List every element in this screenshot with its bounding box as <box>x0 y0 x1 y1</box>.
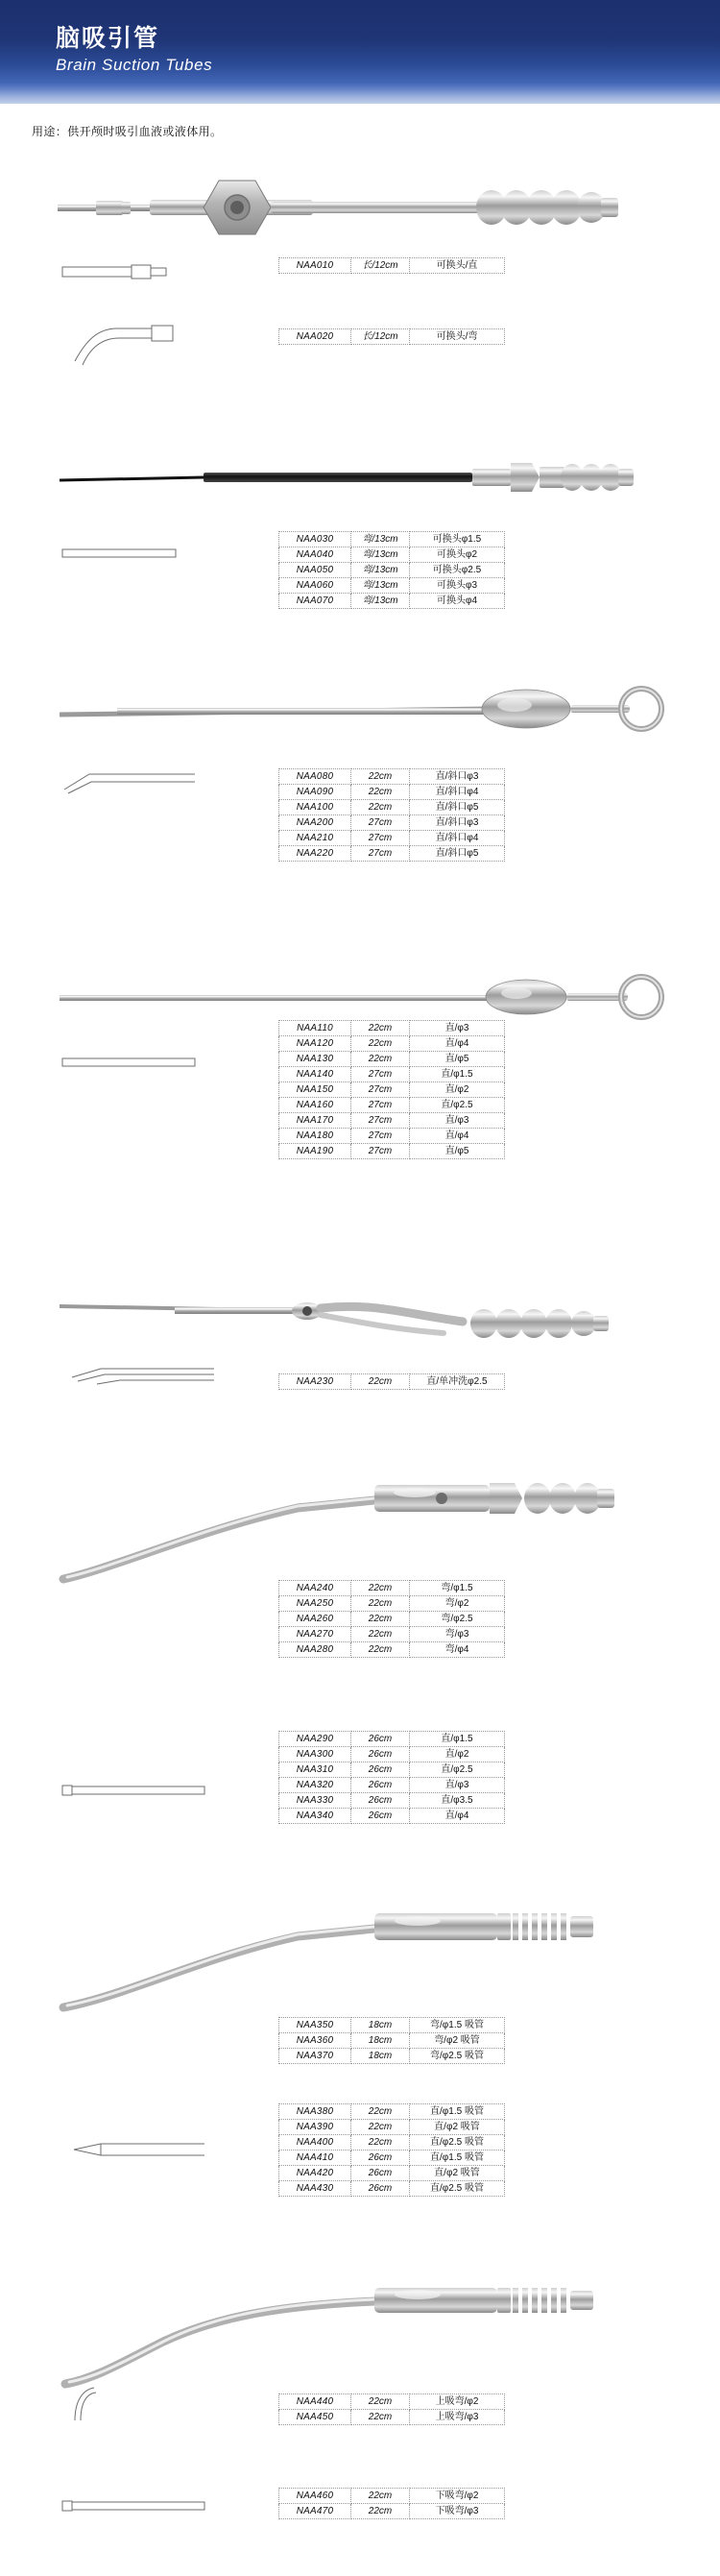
product-length: 22cm <box>351 785 410 800</box>
spec-table-group-11 <box>278 2488 505 2519</box>
product-length: 26cm <box>351 2151 410 2166</box>
spec-rows <box>279 1581 505 1658</box>
table-row <box>279 785 505 800</box>
product-length: 18cm <box>351 2049 410 2064</box>
spec-table <box>278 531 505 609</box>
product-desc: 直/斜口φ3 <box>410 769 505 785</box>
product-code: NAA200 <box>279 815 351 831</box>
illustration-straight-tip-11 <box>62 2497 206 2515</box>
product-code: NAA180 <box>279 1129 351 1144</box>
table-row <box>279 815 505 831</box>
product-length: 22cm <box>351 1642 410 1658</box>
table-row <box>279 769 505 785</box>
spec-table-group-1 <box>278 257 505 274</box>
product-desc: 弯/φ1.5 <box>410 1581 505 1596</box>
table-row <box>279 2166 505 2181</box>
product-desc: 弯/φ4 <box>410 1642 505 1658</box>
table-row <box>279 1778 505 1793</box>
spec-rows <box>279 1021 505 1159</box>
table-row <box>279 1762 505 1778</box>
product-desc: 弯/φ2 吸管 <box>410 2033 505 2049</box>
spec-table <box>278 257 505 274</box>
product-code: NAA240 <box>279 1581 351 1596</box>
spec-rows <box>279 2489 505 2519</box>
table-row <box>279 1036 505 1052</box>
table-row <box>279 258 505 274</box>
spec-table-group-9 <box>278 2103 505 2197</box>
product-desc: 可换头φ4 <box>410 594 505 609</box>
product-code: NAA210 <box>279 831 351 846</box>
product-code: NAA310 <box>279 1762 351 1778</box>
illustration-hook-tip-10 <box>69 2384 127 2422</box>
product-code: NAA170 <box>279 1113 351 1129</box>
table-row <box>279 1793 505 1809</box>
spec-rows <box>279 769 505 862</box>
table-row <box>279 2104 505 2120</box>
product-desc: 直/斜口φ4 <box>410 831 505 846</box>
table-row <box>279 1129 505 1144</box>
spec-table <box>278 1731 505 1824</box>
spec-table-group-10 <box>278 2394 505 2425</box>
product-code: NAA410 <box>279 2151 351 2166</box>
product-code: NAA150 <box>279 1082 351 1098</box>
product-length: 27cm <box>351 1082 410 1098</box>
product-code: NAA320 <box>279 1778 351 1793</box>
product-length: 26cm <box>351 1809 410 1824</box>
table-row <box>279 1021 505 1036</box>
spec-table <box>278 2394 505 2425</box>
product-desc: 上吸弯/φ2 <box>410 2394 505 2410</box>
product-length: 26cm <box>351 2181 410 2197</box>
table-row <box>279 1642 505 1658</box>
product-code: NAA070 <box>279 594 351 609</box>
product-length: 27cm <box>351 846 410 862</box>
product-length: 26cm <box>351 1793 410 1809</box>
product-desc: 直/φ2.5 吸管 <box>410 2135 505 2151</box>
product-length: 27cm <box>351 1129 410 1144</box>
product-length: 22cm <box>351 1374 410 1390</box>
product-desc: 可换头φ1.5 <box>410 532 505 547</box>
illustration-double-tip-5 <box>62 1364 216 1387</box>
table-row <box>279 1144 505 1159</box>
product-code: NAA190 <box>279 1144 351 1159</box>
spec-rows <box>279 2104 505 2197</box>
spec-rows <box>279 258 505 274</box>
table-row <box>279 800 505 815</box>
product-length: 22cm <box>351 1596 410 1612</box>
product-code: NAA030 <box>279 532 351 547</box>
product-desc: 直/φ1.5 <box>410 1732 505 1747</box>
spec-rows <box>279 1732 505 1824</box>
table-row <box>279 1612 505 1627</box>
product-code: NAA450 <box>279 2410 351 2425</box>
product-length: 22cm <box>351 800 410 815</box>
spec-table-group-5 <box>278 1373 505 1390</box>
table-row <box>279 2120 505 2135</box>
spec-table <box>278 2103 505 2197</box>
usage-note: 用途：供开颅时吸引血液或液体用。 <box>32 125 223 138</box>
product-desc: 直/斜口φ3 <box>410 815 505 831</box>
table-row <box>279 1082 505 1098</box>
product-length: 22cm <box>351 2504 410 2519</box>
product-desc: 直/φ2.5 <box>410 1762 505 1778</box>
product-code: NAA090 <box>279 785 351 800</box>
product-desc: 可换头φ2 <box>410 547 505 563</box>
table-row <box>279 578 505 594</box>
spec-table <box>278 1020 505 1159</box>
table-row <box>279 2135 505 2151</box>
product-desc: 直/φ1.5 吸管 <box>410 2104 505 2120</box>
product-code: NAA420 <box>279 2166 351 2181</box>
product-length: 22cm <box>351 1581 410 1596</box>
product-desc: 可换头/直 <box>410 258 505 274</box>
product-code: NAA440 <box>279 2394 351 2410</box>
product-code: NAA020 <box>279 329 351 345</box>
table-row <box>279 2018 505 2033</box>
illustration-assembly-6 <box>58 1479 672 1585</box>
product-code: NAA350 <box>279 2018 351 2033</box>
table-row <box>279 1374 505 1390</box>
product-code: NAA120 <box>279 1036 351 1052</box>
product-code: NAA270 <box>279 1627 351 1642</box>
product-desc: 直/斜口φ5 <box>410 800 505 815</box>
illustration-straight-tip-4 <box>62 1055 197 1070</box>
product-code: NAA060 <box>279 578 351 594</box>
table-row <box>279 594 505 609</box>
product-desc: 可换头φ2.5 <box>410 563 505 578</box>
product-length: 27cm <box>351 815 410 831</box>
product-length: 27cm <box>351 1067 410 1082</box>
product-length: 弯/13cm <box>351 594 410 609</box>
spec-table-group-8 <box>278 2017 505 2064</box>
product-desc: 直/φ2 <box>410 1082 505 1098</box>
product-desc: 弯/φ3 <box>410 1627 505 1642</box>
spec-rows <box>279 2018 505 2064</box>
product-length: 27cm <box>351 831 410 846</box>
product-length: 22cm <box>351 1021 410 1036</box>
product-length: 22cm <box>351 2489 410 2504</box>
product-length: 18cm <box>351 2018 410 2033</box>
product-desc: 直/φ4 <box>410 1036 505 1052</box>
product-length: 弯/13cm <box>351 563 410 578</box>
product-code: NAA100 <box>279 800 351 815</box>
table-row <box>279 2394 505 2410</box>
product-desc: 弯/φ2.5 <box>410 1612 505 1627</box>
table-row <box>279 329 505 345</box>
spec-table <box>278 2488 505 2519</box>
table-row <box>279 831 505 846</box>
illustration-assembly-4 <box>60 970 674 1028</box>
product-code: NAA300 <box>279 1747 351 1762</box>
spec-rows <box>279 1374 505 1390</box>
product-desc: 直/斜口φ5 <box>410 846 505 862</box>
product-code: NAA080 <box>279 769 351 785</box>
product-length: 22cm <box>351 1612 410 1627</box>
product-code: NAA400 <box>279 2135 351 2151</box>
table-row <box>279 2033 505 2049</box>
product-desc: 直/斜口φ4 <box>410 785 505 800</box>
product-desc: 直/φ4 <box>410 1809 505 1824</box>
illustration-curved-tip-1 <box>60 323 175 367</box>
table-row <box>279 1732 505 1747</box>
product-code: NAA250 <box>279 1596 351 1612</box>
page-title-cn: 脑吸引管 <box>56 25 160 52</box>
illustration-assembly-8 <box>58 1911 672 2017</box>
product-desc: 直/φ3 <box>410 1113 505 1129</box>
product-desc: 直/φ2 吸管 <box>410 2166 505 2181</box>
product-code: NAA260 <box>279 1612 351 1627</box>
table-row <box>279 1052 505 1067</box>
product-desc: 直/φ3 <box>410 1778 505 1793</box>
product-desc: 下吸弯/φ3 <box>410 2504 505 2519</box>
table-row <box>279 2151 505 2166</box>
illustration-assembly-10 <box>58 2286 672 2392</box>
product-length: 22cm <box>351 2104 410 2120</box>
product-length: 长/12cm <box>351 258 410 274</box>
product-desc: 直/φ2 <box>410 1747 505 1762</box>
product-code: NAA280 <box>279 1642 351 1658</box>
product-code: NAA110 <box>279 1021 351 1036</box>
spec-table <box>278 1580 505 1658</box>
spec-rows <box>279 2394 505 2425</box>
product-length: 26cm <box>351 1778 410 1793</box>
product-length: 22cm <box>351 1052 410 1067</box>
illustration-bevel-tip-3 <box>62 768 197 797</box>
product-desc: 上吸弯/φ3 <box>410 2410 505 2425</box>
product-desc: 直/φ2 吸管 <box>410 2120 505 2135</box>
product-desc: 直/φ3 <box>410 1021 505 1036</box>
product-length: 弯/13cm <box>351 532 410 547</box>
product-length: 18cm <box>351 2033 410 2049</box>
table-row <box>279 846 505 862</box>
spec-table <box>278 328 505 345</box>
table-row <box>279 2181 505 2197</box>
product-desc: 弯/φ1.5 吸管 <box>410 2018 505 2033</box>
illustration-assembly-1 <box>58 163 672 250</box>
product-desc: 直/φ1.5 吸管 <box>410 2151 505 2166</box>
product-code: NAA470 <box>279 2504 351 2519</box>
page-header <box>0 0 720 104</box>
product-length: 27cm <box>351 1113 410 1129</box>
illustration-straight-tip-7 <box>62 1782 206 1799</box>
product-length: 22cm <box>351 2410 410 2425</box>
product-desc: 直/φ2.5 <box>410 1098 505 1113</box>
product-length: 长/12cm <box>351 329 410 345</box>
product-code: NAA040 <box>279 547 351 563</box>
spec-rows <box>279 532 505 609</box>
table-row <box>279 1581 505 1596</box>
illustration-straight-tip-2 <box>62 546 178 561</box>
product-code: NAA370 <box>279 2049 351 2064</box>
spec-table-group-2 <box>278 531 505 609</box>
table-row <box>279 2489 505 2504</box>
product-code: NAA010 <box>279 258 351 274</box>
product-length: 弯/13cm <box>351 547 410 563</box>
product-length: 26cm <box>351 2166 410 2181</box>
spec-table-group-6 <box>278 1580 505 1658</box>
table-row <box>279 1747 505 1762</box>
product-length: 22cm <box>351 1627 410 1642</box>
illustration-tapered-tip-9 <box>62 2140 206 2161</box>
table-row <box>279 1098 505 1113</box>
product-code: NAA050 <box>279 563 351 578</box>
product-desc: 直/φ2.5 吸管 <box>410 2181 505 2197</box>
spec-table-group-7 <box>278 1731 505 1824</box>
product-code: NAA160 <box>279 1098 351 1113</box>
illustration-assembly-2 <box>60 450 655 507</box>
product-length: 27cm <box>351 1098 410 1113</box>
spec-rows <box>279 329 505 345</box>
illustration-assembly-3 <box>60 682 674 740</box>
product-code: NAA430 <box>279 2181 351 2197</box>
table-row <box>279 2504 505 2519</box>
spec-table-group-1b <box>278 328 505 345</box>
product-code: NAA220 <box>279 846 351 862</box>
product-desc: 直/单冲洗φ2.5 <box>410 1374 505 1390</box>
spec-table-group-4 <box>278 1020 505 1159</box>
product-length: 22cm <box>351 769 410 785</box>
table-row <box>279 563 505 578</box>
product-code: NAA130 <box>279 1052 351 1067</box>
table-row <box>279 1113 505 1129</box>
spec-table <box>278 2017 505 2064</box>
product-length: 26cm <box>351 1747 410 1762</box>
product-code: NAA330 <box>279 1793 351 1809</box>
illustration-straight-tip-1 <box>62 261 168 282</box>
product-length: 22cm <box>351 1036 410 1052</box>
product-desc: 下吸弯/φ2 <box>410 2489 505 2504</box>
product-code: NAA360 <box>279 2033 351 2049</box>
spec-table-group-3 <box>278 768 505 862</box>
product-desc: 直/φ4 <box>410 1129 505 1144</box>
product-code: NAA460 <box>279 2489 351 2504</box>
product-length: 26cm <box>351 1732 410 1747</box>
table-row <box>279 1809 505 1824</box>
spec-table <box>278 1373 505 1390</box>
page-title-en: Brain Suction Tubes <box>56 56 213 74</box>
product-code: NAA340 <box>279 1809 351 1824</box>
table-row <box>279 2049 505 2064</box>
product-code: NAA380 <box>279 2104 351 2120</box>
product-desc: 直/φ5 <box>410 1144 505 1159</box>
table-row <box>279 532 505 547</box>
table-row <box>279 1596 505 1612</box>
product-desc: 可换头/弯 <box>410 329 505 345</box>
table-row <box>279 1627 505 1642</box>
product-length: 22cm <box>351 2135 410 2151</box>
product-length: 26cm <box>351 1762 410 1778</box>
product-length: 22cm <box>351 2120 410 2135</box>
spec-table <box>278 768 505 862</box>
product-length: 27cm <box>351 1144 410 1159</box>
table-row <box>279 547 505 563</box>
product-length: 22cm <box>351 2394 410 2410</box>
product-code: NAA390 <box>279 2120 351 2135</box>
product-desc: 直/φ1.5 <box>410 1067 505 1082</box>
product-desc: 直/φ5 <box>410 1052 505 1067</box>
table-row <box>279 1067 505 1082</box>
product-code: NAA290 <box>279 1732 351 1747</box>
product-length: 弯/13cm <box>351 578 410 594</box>
product-desc: 弯/φ2.5 吸管 <box>410 2049 505 2064</box>
product-desc: 可换头φ3 <box>410 578 505 594</box>
product-code: NAA230 <box>279 1374 351 1390</box>
illustration-assembly-5 <box>60 1285 674 1352</box>
table-row <box>279 2410 505 2425</box>
product-desc: 直/φ3.5 <box>410 1793 505 1809</box>
product-code: NAA140 <box>279 1067 351 1082</box>
product-desc: 弯/φ2 <box>410 1596 505 1612</box>
